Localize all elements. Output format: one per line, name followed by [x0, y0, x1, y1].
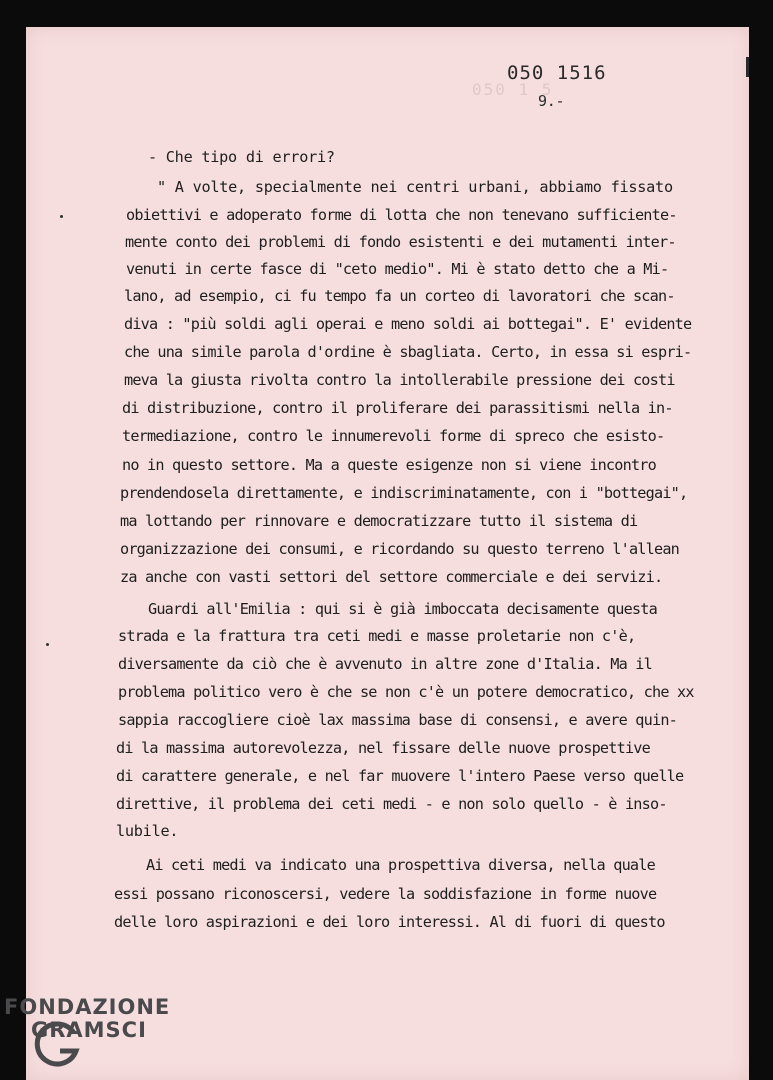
text-line: che una simile parola d'ordine è sbagliata. Certo, in essa si espri-: [124, 343, 692, 361]
page-edge-mark: [746, 57, 749, 77]
text-line: " A volte, specialmente nei centri urbani, abbiamo fissato: [157, 178, 673, 196]
margin-dot: [46, 643, 49, 646]
page-number: 9.-: [538, 92, 565, 110]
text-line: sappia raccogliere cioè lax massima base di consensi, e avere quin-: [118, 711, 678, 729]
text-line: Ai ceti medi va indicato una prospettiva diversa, nella quale: [146, 856, 655, 874]
text-line: lano, ad esempio, ci fu tempo fa un corteo di lavoratori che scan-: [124, 287, 675, 305]
text-line: Guardi all'Emilia : qui si è già imboccata decisamente questa: [148, 600, 657, 618]
text-line: no in questo settore. Ma a queste esigenze non si viene incontro: [122, 456, 656, 474]
text-line: diva : "più soldi agli operai e meno soldi ai bottegai". E' evidente: [124, 315, 692, 333]
text-line: meva la giusta rivolta contro la intollerabile pressione dei costi: [124, 371, 675, 389]
margin-dot: [60, 215, 63, 218]
text-line: di la massima autorevolezza, nel fissare delle nuove prospettive: [116, 739, 650, 757]
interview-question: - Che tipo di errori?: [148, 148, 335, 166]
text-line: direttive, il problema dei ceti medi - e non solo quello - è inso-: [116, 795, 667, 813]
text-line: lubile.: [116, 822, 179, 840]
text-line: za anche con vasti settori del settore commerciale e dei servizi.: [120, 568, 663, 586]
text-line: di distribuzione, contro il proliferare dei parassitismi nella in-: [122, 399, 673, 417]
text-line: strada e la frattura tra ceti medi e masse proletarie non c'è,: [118, 627, 636, 645]
ghost-archive-stamp: 050 1 5: [472, 80, 554, 99]
text-line: di carattere generale, e nel far muovere l'intero Paese verso quelle: [116, 767, 684, 785]
text-line: prendendosela direttamente, e indiscriminatamente, con i "bottegai",: [120, 484, 688, 502]
fondazione-gramsci-watermark: [4, 997, 170, 1041]
text-line: termediazione, contro le innumerevoli forme di spreco che esisto-: [122, 427, 665, 445]
text-line: delle loro aspirazioni e dei loro interessi. Al di fuori di questo: [114, 913, 665, 931]
watermark-line-1: FONDAZIONE: [4, 995, 171, 1019]
archive-number: 050 1516: [507, 62, 607, 84]
text-line: essi possano riconoscersi, vedere la soddisfazione in forme nuove: [114, 885, 657, 903]
text-line: ma lottando per rinnovare e democratizzare tutto il sistema di: [120, 512, 638, 530]
text-line: obiettivi e adoperato forme di lotta che non tenevano sufficiente-: [126, 206, 677, 224]
watermark-line-2: GRAMSCI: [31, 1018, 147, 1042]
text-line: diversamente da ciò che è avvenuto in altre zone d'Italia. Ma il: [118, 655, 652, 673]
text-line: mente conto dei problemi di fondo esistenti e dei mutamenti inter-: [125, 233, 676, 251]
text-line: venuti in certe fasce di "ceto medio". Mi è stato detto che a Mi-: [126, 260, 669, 278]
text-line: organizzazione dei consumi, e ricordando su questo terreno l'allean: [120, 540, 680, 558]
text-line: problema politico vero è che se non c'è un potere democratico, che xx: [118, 683, 694, 701]
